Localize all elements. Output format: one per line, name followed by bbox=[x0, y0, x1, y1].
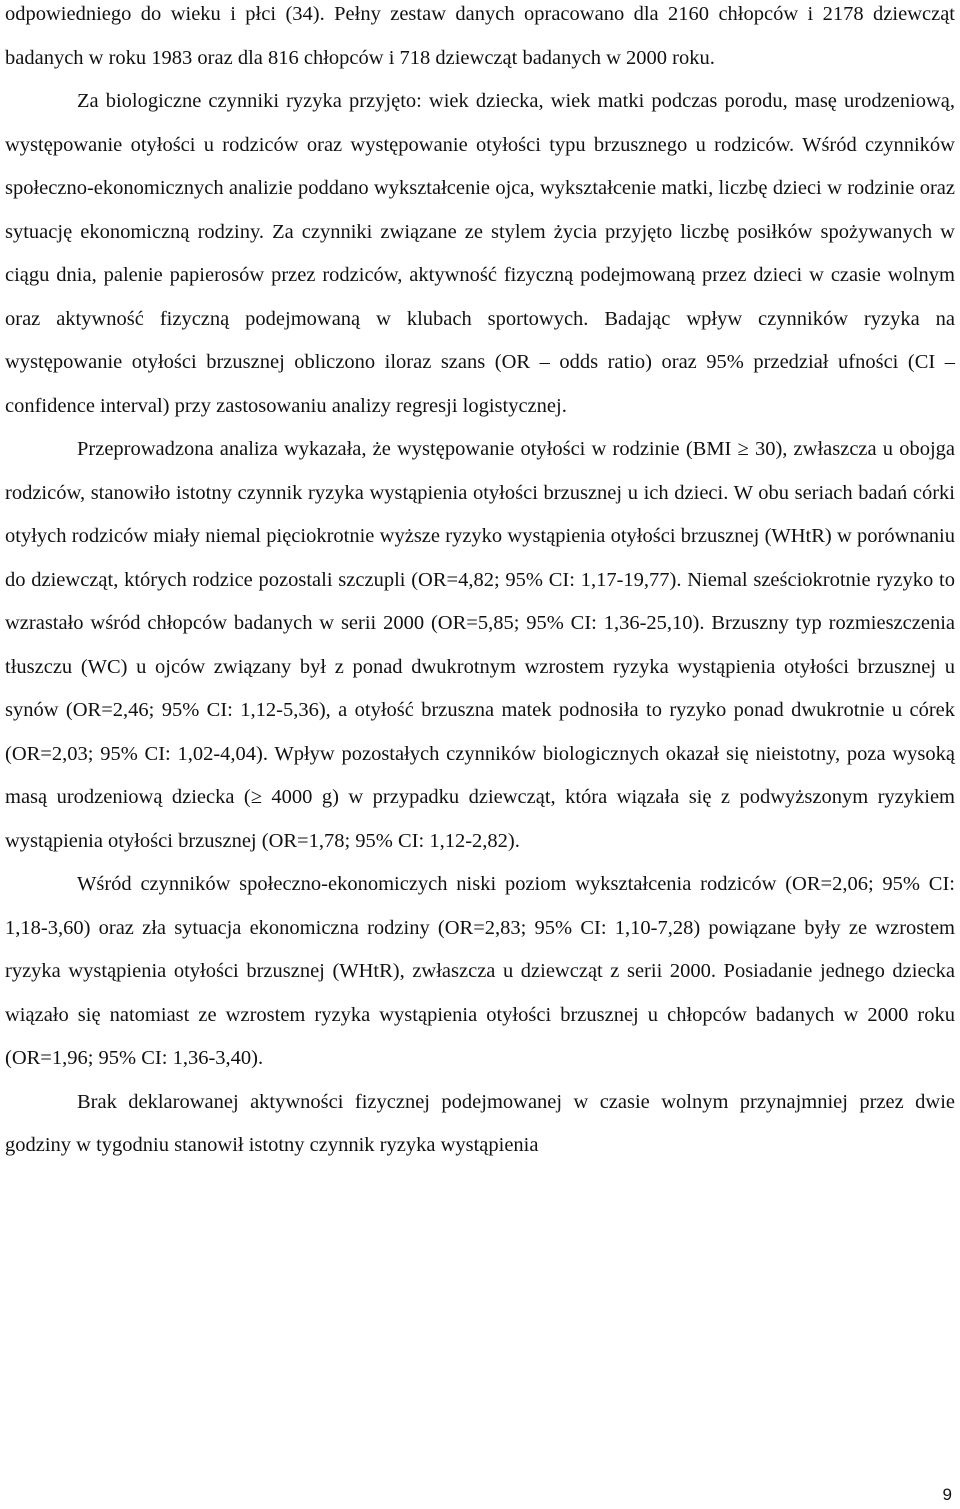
paragraph-physical-activity: Brak deklarowanej aktywności fizycznej podejmowanej w czasie wolnym przynajmniej przez dwie godziny w tygodniu stanowił istotny czynnik ryzyka wystąpienia bbox=[5, 1090, 955, 1156]
paragraph-socioeconomic: Wśród czynników społeczno-ekonomiczych niski poziom wykształcenia rodziców (OR=2,06; 95% CI: 1,18-3,60) oraz zła sytuacja ekonomiczna rodziny (OR=2,83; 95% CI: 1,10-7,28) powiązane były ze wzrostem ryzyka wystąpienia otyłości brzusznej (WHtR), zwłaszcza u dziewcząt z serii 2000. Posiadanie jednego dziecka wiązało się natomiast ze wzrostem ryzyka wystąpienia otyłości brzusznej u chłopców badanych w 2000 roku (OR=1,96; 95% CI: 1,36-3,40). bbox=[5, 873, 955, 1069]
document-page bbox=[5, 0, 955, 1168]
paragraph-continuation: odpowiedniego do wieku i płci (34). Pełny zestaw danych opracowano dla 2160 chłopców i 2178 dziewcząt badanych w roku 1983 oraz dla 816 chłopców i 718 dziewcząt badanych w 2000 roku. bbox=[5, 3, 955, 69]
paragraph-analysis-results: Przeprowadzona analiza wykazała, że występowanie otyłości w rodzinie (BMI ≥ 30), zwłaszcza u obojga rodziców, stanowiło istotny czynnik ryzyka wystąpienia otyłości brzusznej u ich dzieci. W obu seriach badań córki otyłych rodziców miały niemal pięciokrotnie wyższe ryzyko wystąpienia otyłości brzusznej (WHtR) w porównaniu do dziewcząt, których rodzice pozostali szczupli (OR=4,82; 95% CI: 1,17-19,77). Niemal sześciokrotnie ryzyko to wzrastało wśród chłopców badanych w serii 2000 (OR=5,85; 95% CI: 1,36-25,10). Brzuszny typ rozmieszczenia tłuszczu (WC) u ojców związany był z ponad dwukrotnym wzrostem ryzyka wystąpienia otyłości brzusznej u synów (OR=2,46; 95% CI: 1,12-5,36), a otyłość brzuszna matek podnosiła to ryzyko ponad dwukrotnie u córek (OR=2,03; 95% CI: 1,02-4,04). Wpływ pozostałych czynników biologicznych okazał się nieistotny, poza wysoką masą urodzeniową dziecka (≥ 4000 g) w przypadku dziewcząt, która wiązała się z podwyższonym ryzykiem wystąpienia otyłości brzusznej (OR=1,78; 95% CI: 1,12-2,82). bbox=[5, 438, 955, 852]
paragraph-risk-factors: Za biologiczne czynniki ryzyka przyjęto: wiek dziecka, wiek matki podczas porodu, masę urodzeniową, występowanie otyłości u rodziców oraz występowanie otyłości typu brzusznego u rodziców. Wśród czynników społeczno-ekonomicznych analizie poddano wykształcenie ojca, wykształcenie matki, liczbę dzieci w rodzinie oraz sytuację ekonomiczną rodziny. Za czynniki związane ze stylem życia przyjęto liczbę posiłków spożywanych w ciągu dnia, palenie papierosów przez rodziców, aktywność fizyczną podejmowaną przez dzieci w czasie wolnym oraz aktywność fizyczną podejmowaną w klubach sportowych. Badając wpływ czynników ryzyka na występowanie otyłości brzusznej obliczono iloraz szans (OR – odds ratio) oraz 95% przedział ufności (CI – confidence interval) przy zastosowaniu analizy regresji logistycznej. bbox=[5, 90, 955, 417]
page-number: 9 bbox=[942, 1485, 952, 1504]
